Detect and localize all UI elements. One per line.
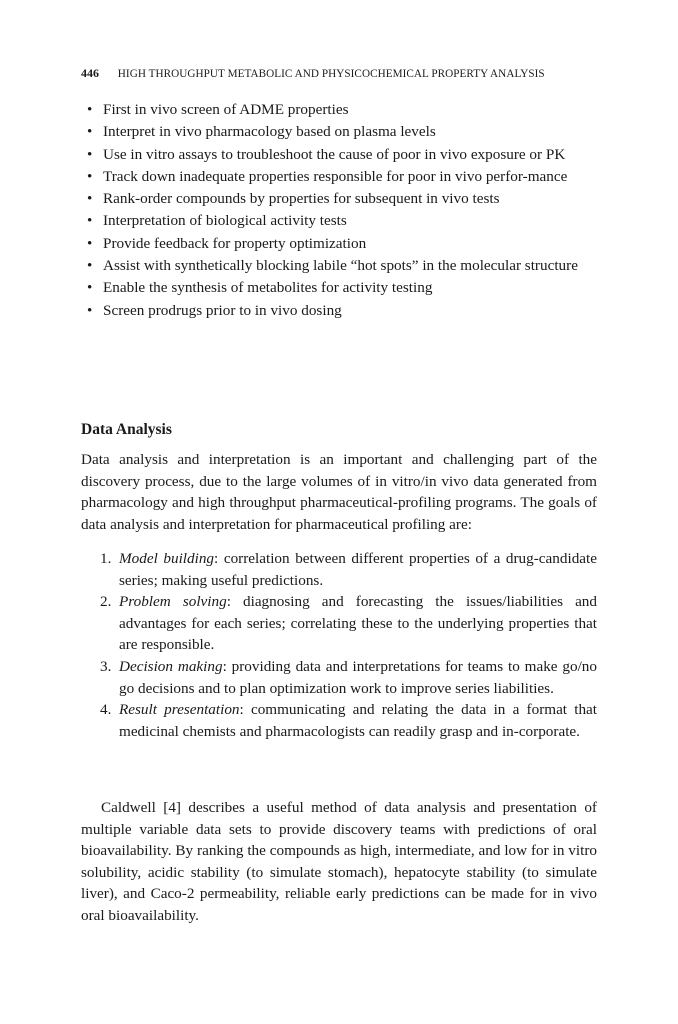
bullet-item: • Screen prodrugs prior to in vivo dosing	[81, 300, 597, 322]
goal-term: Result presentation	[119, 701, 240, 719]
goal-item	[81, 656, 597, 699]
page-number: 446	[81, 66, 99, 80]
goal-number: 4.	[100, 701, 112, 719]
goal-number: 3.	[100, 657, 112, 675]
goal-text: : diagnosing and forecasting the issues/liabilities and advantages for each series; correlating these to the underlying properties that are responsible.	[119, 593, 597, 654]
bullet-item: • First in vivo screen of ADME properties	[81, 99, 597, 121]
page-header	[81, 66, 601, 81]
goal-number: 2.	[100, 593, 112, 611]
bullet-list	[81, 99, 597, 322]
bullet-item: • Use in vitro assays to troubleshoot the cause of poor in vivo exposure or PK	[81, 144, 597, 166]
bullet-item: • Track down inadequate properties responsible for poor in vivo perfor-mance	[81, 166, 597, 188]
closing-paragraph: Caldwell [4] describes a useful method of data analysis and presentation of multiple variable data sets to provide discovery teams with predictions of oral bioavailability. By ranking the compounds as high, intermediate, and low for in vitro solubility, acidic stability (to simulate stomach), hepatocyte stability (to simulate liver), and Caco-2 permeability, reliable early predictions can be made for in vivo oral bioavailability.	[81, 799, 597, 924]
goal-text: : providing data and interpretations for teams to make go/no go decisions and to plan optimization work to improve series liabilities.	[119, 657, 597, 697]
goal-number: 1.	[100, 550, 112, 567]
bullet-item: • Provide feedback for property optimization	[81, 233, 597, 255]
section-heading: Data Analysis	[81, 421, 172, 438]
bullet-item: • Interpret in vivo pharmacology based on plasma levels	[81, 121, 597, 143]
goal-term: Decision making	[119, 657, 223, 675]
goal-text: : communicating and relating the data in a format that medicinal chemists and pharmacologists can readily grasp and in-corporate.	[119, 701, 598, 740]
goal-term: Model building	[119, 550, 215, 567]
bullet-item: • Enable the synthesis of metabolites for activity testing	[81, 277, 597, 299]
goal-item	[81, 548, 597, 591]
goal-text: : correlation between different properties of a drug-candidate series; making useful predictions.	[119, 550, 597, 589]
running-title: HIGH THROUGHPUT METABOLIC AND PHYSICOCHEMICAL PROPERTY ANALYSIS	[117, 68, 545, 80]
goal-term: Problem solving	[119, 593, 227, 611]
goal-item	[81, 591, 597, 656]
goal-item	[81, 699, 597, 742]
intro-paragraph: Data analysis and interpretation is an important and challenging part of the discovery process, due to the large volumes of in vitro/in vivo data generated from pharmacology and high throughput pharmaceutical-profiling programs. The goals of data analysis and interpretation for pharmaceutical profiling are:	[81, 451, 597, 533]
goals-list	[81, 548, 597, 742]
bullet-item: • Assist with synthetically blocking labile “hot spots” in the molecular structure	[81, 255, 597, 277]
bullet-item: • Rank-order compounds by properties for subsequent in vivo tests	[81, 188, 597, 210]
bullet-item: • Interpretation of biological activity tests	[81, 210, 597, 232]
